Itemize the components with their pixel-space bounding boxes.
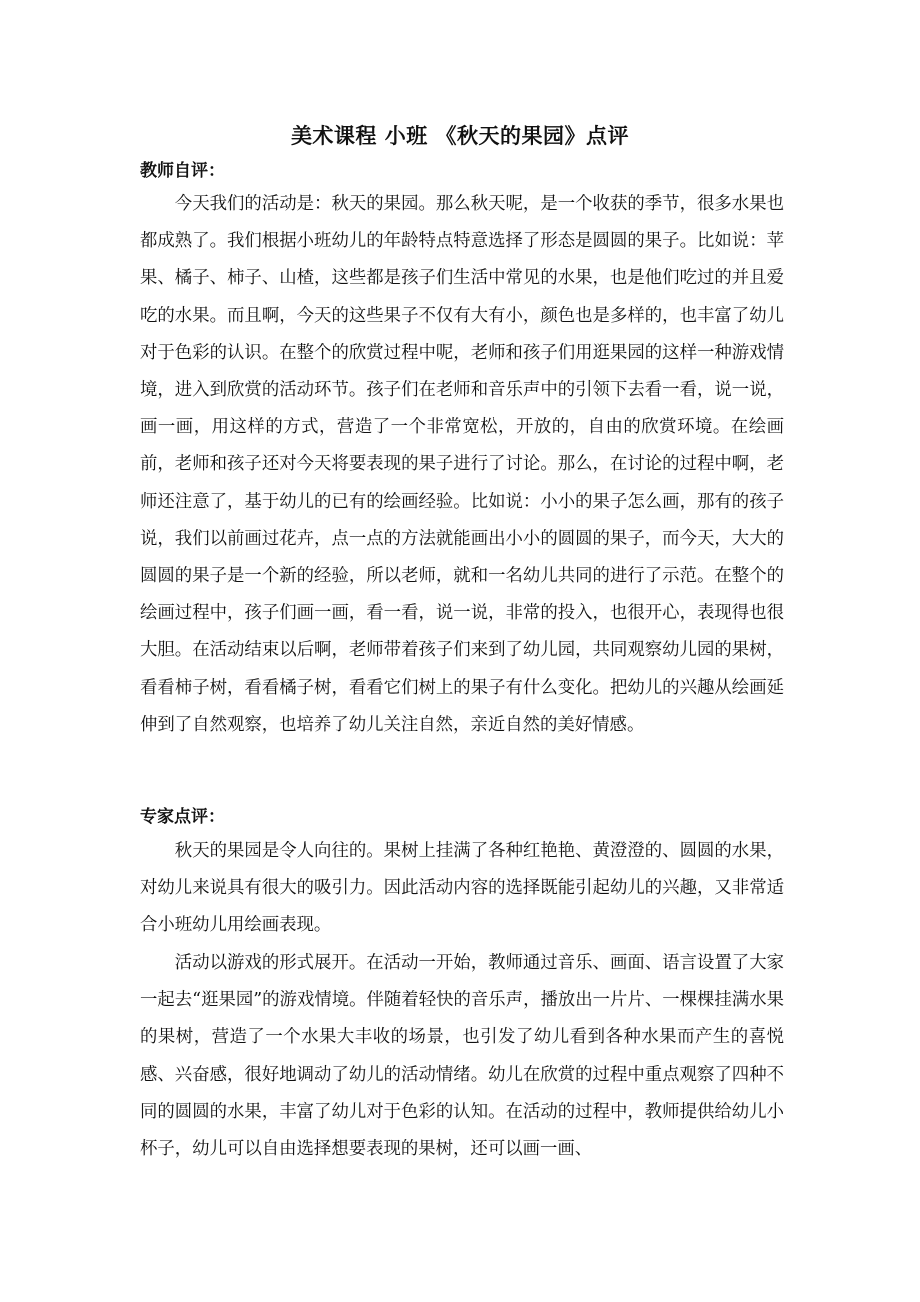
teacher-self-review-paragraph: 今天我们的活动是：秋天的果园。那么秋天呢，是一个收获的季节，很多水果也都成熟了。我们根据小班幼儿的年龄特点特意选择了形态是圆圆的果子。比如说：苹果、橘子、柿子、山楂，这些都是孩子们生活中常见的水果，也是他们吃过的并且爱吃的水果。而且啊，今天的这些果子不仅有大有小，颜色也是多样的，也丰富了幼儿对于色彩的认识。在整个的欣赏过程中呢，老师和孩子们用逛果园的这样一种游戏情境，进入到欣赏的活动环节。孩子们在老师和音乐声中的引领下去看一看，说一说，画一画，用这样的方式，营造了一个非常宽松，开放的，自由的欣赏环境。在绘画前，老师和孩子还对今天将要表现的果子进行了讨论。那么，在讨论的过程中啊，老师还注意了，基于幼儿的已有的绘画经验。比如说：小小的果子怎么画，那有的孩子说，我们以前画过花卉，点一点的方法就能画出小小的圆圆的果子，而今天，大大的圆圆的果子是一个新的经验，所以老师，就和一名幼儿共同的进行了示范。在整个的绘画过程中，孩子们画一画，看一看，说一说，非常的投入，也很开心，表现得也很大胆。在活动结束以后啊，老师带着孩子们来到了幼儿园，共同观察幼儿园的果树，看看柿子树，看看橘子树，看看它们树上的果子有什么变化。把幼儿的兴趣从绘画延伸到了自然观察，也培养了幼儿关注自然，亲近自然的美好情感。	[140, 194, 784, 735]
expert-review-paragraph-1: 秋天的果园是令人向往的。果树上挂满了各种红艳艳、黄澄澄的、圆圆的水果，对幼儿来说具有很大的吸引力。因此活动内容的选择既能引起幼儿的兴趣，又非常适合小班幼儿用绘画表现。	[140, 841, 784, 936]
expert-review-heading: 专家点评：	[140, 807, 225, 827]
teacher-self-review-heading: 教师自评：	[140, 161, 225, 181]
document-title: 美术课程 小班 《秋天的果园》点评	[290, 123, 630, 148]
expert-review-paragraph-2: 活动以游戏的形式展开。在活动一开始，教师通过音乐、画面、语言设置了大家一起去“逛果园”的游戏情境。伴随着轻快的音乐声，播放出一片片、一棵棵挂满水果的果树，营造了一个水果大丰收的场景，也引发了幼儿看到各种水果而产生的喜悦感、兴奋感，很好地调动了幼儿的活动情绪。幼儿在欣赏的过程中重点观察了四种不同的圆圆的水果，丰富了幼儿对于色彩的认知。在活动的过程中，教师提供给幼儿小杯子，幼儿可以自由选择想要表现的果树，还可以画一画、	[140, 953, 784, 1160]
